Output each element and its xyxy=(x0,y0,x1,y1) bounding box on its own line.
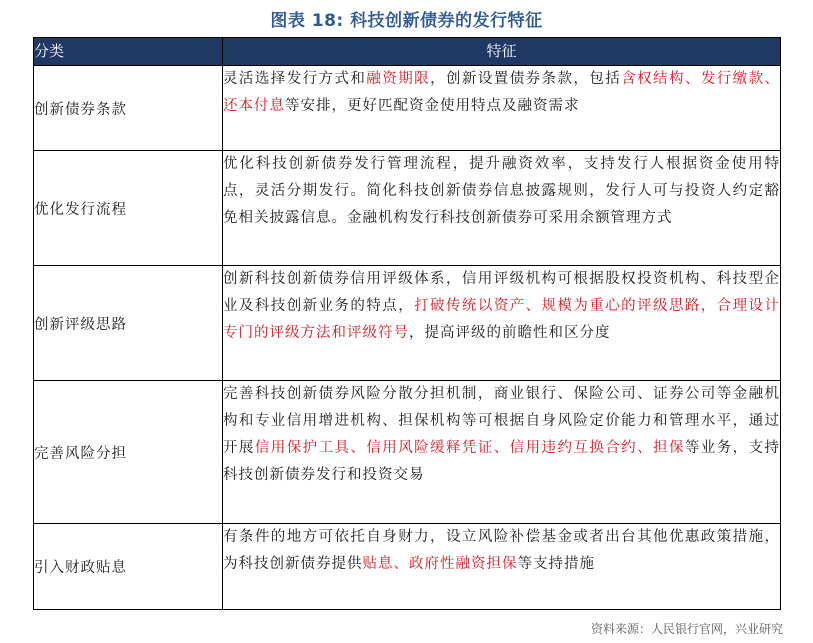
figure-title: 图表 18: 科技创新债券的发行特征 xyxy=(270,11,543,31)
text-segment: ，创新设置债券条款，包括 xyxy=(430,71,622,87)
table-row xyxy=(34,266,781,381)
text-segment: 等安排，更好匹配资金使用特点及融资需求 xyxy=(285,98,580,114)
text-segment: 等业务，支持科技创新债券发行和投资交易 xyxy=(223,440,781,483)
row-category: 创新评级思路 xyxy=(34,266,223,381)
row-category: 完善风险分担 xyxy=(34,381,223,524)
highlight-segment: 融资期限 xyxy=(366,71,431,87)
row-feature xyxy=(223,524,781,610)
text-segment: 等支持措施 xyxy=(517,556,595,572)
features-table xyxy=(33,37,781,610)
table-row xyxy=(34,524,781,610)
highlight-segment: 贴息、政府性融资担保 xyxy=(362,556,518,572)
row-category: 创新债券条款 xyxy=(34,66,223,151)
row-category: 优化发行流程 xyxy=(34,151,223,266)
table-header-row xyxy=(34,38,781,66)
table-row xyxy=(34,151,781,266)
table-row xyxy=(34,381,781,524)
text-segment: 优化科技创新债券发行管理流程，提升融资效率，支持发行人根据资金使用特点，灵活分期发行。简化科技创新债券信息披露规则，发行人可与投资人约定豁免相关披露信息。金融机构发行科技创新债券可采用余额管理方式 xyxy=(223,156,780,226)
row-category: 引入财政贴息 xyxy=(34,524,223,610)
text-segment: 完善科技创新债券风险分散分担机制，商业银行、保险公司、证券公司等金融机构和专业信用增进机构、担保机构等可根据自身风险定价能力和管理水平，通过开展 xyxy=(223,386,780,456)
row-feature xyxy=(223,266,781,381)
row-feature xyxy=(223,66,781,151)
text-segment: 灵活选择发行方式和 xyxy=(223,71,367,87)
header-category: 分类 xyxy=(34,38,223,66)
header-feature: 特征 xyxy=(223,38,781,66)
row-feature xyxy=(223,381,781,524)
text-segment: ，提高评级的前瞻性和区分度 xyxy=(409,325,611,341)
highlight-segment: 信用保护工具、信用风险缓释凭证、信用违约互换合约、担保 xyxy=(254,440,685,456)
highlight-segment: 打破传统以资产、规模为重心的评级思路，合理设计专门的评级方法和评级符号 xyxy=(223,298,781,341)
text-segment: 创新科技创新债券信用评级体系，信用评级机构可根据股权投资机构、科技型企业及科技创新业务的特点， xyxy=(223,271,780,314)
highlight-segment: 含权结构、发行缴款、还本付息 xyxy=(223,71,781,114)
table-row xyxy=(34,66,781,151)
row-feature xyxy=(223,151,781,266)
source-note: 资料来源：人民银行官网，兴业研究 xyxy=(590,622,783,636)
text-segment: 有条件的地方可依托自身财力，设立风险补偿基金或者出台其他优惠政策措施，为科技创新债券提供 xyxy=(223,529,780,572)
